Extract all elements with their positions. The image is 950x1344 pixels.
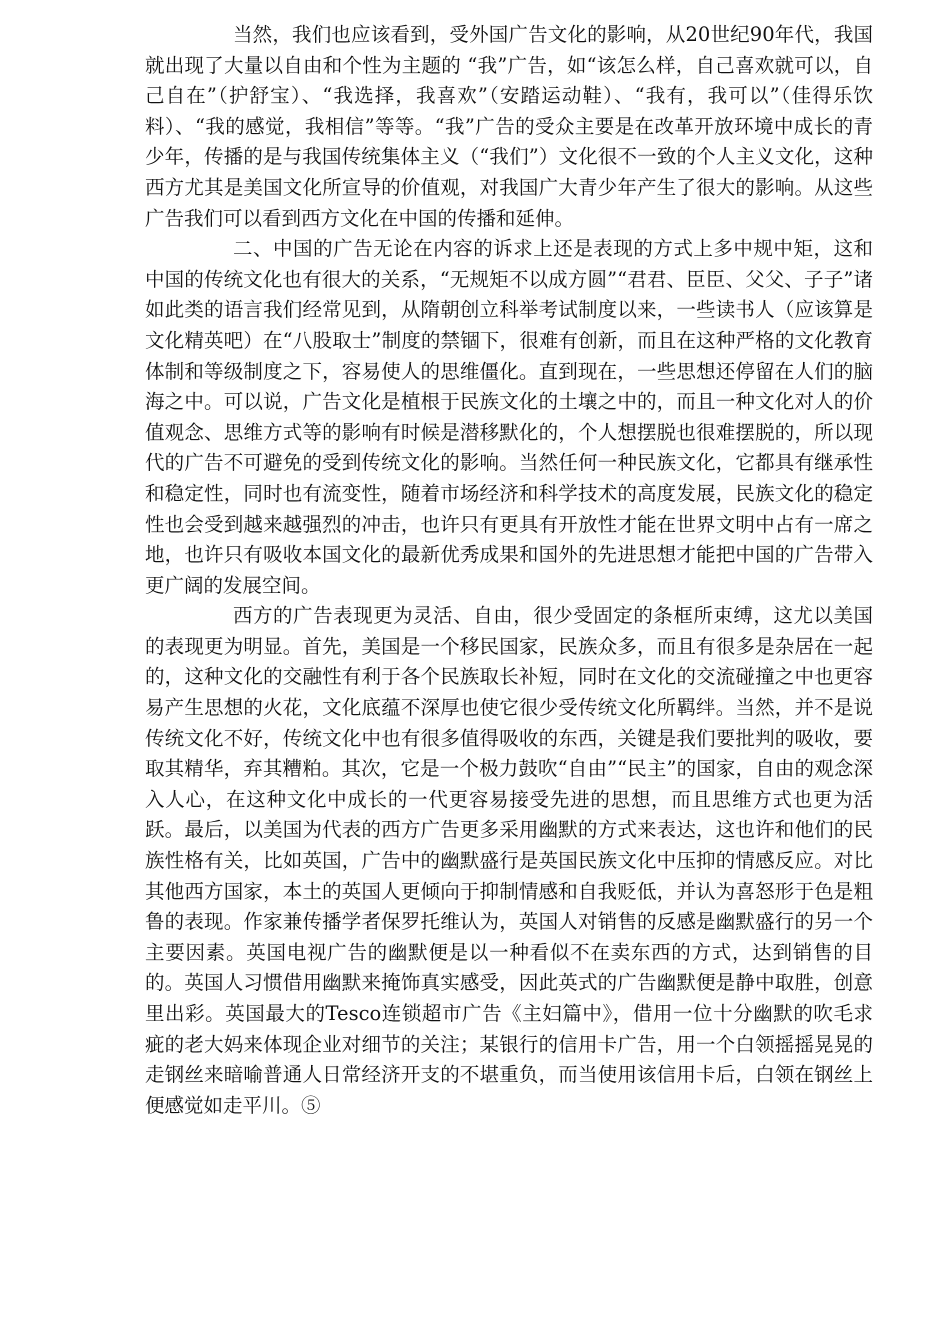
paragraph-western-advertising: 西方的广告表现更为灵活、自由，很少受固定的条框所束缚，这尤以美国的表现更为明显。首先，美国是一个移民国家，民族众多，而且有很多是杂居在一起的，这种文化的交融性有利于各个民族取长补短，同时在文化的交流碰撞之中也更容易产生思想的火花，文化底蕴不深厚也使它很少受传统文化所羁绊。当然，并不是说传统文化不好，传统文化中也有很多值得吸收的东西，关键是我们要批判的吸收，要取其精华，弃其糟粕。其次，它是一个极力鼓吹“自由”“民主”的国家，自由的观念深入人心，在这种文化中成长的一代更容易接受先进的思想，而且思维方式也更为活跃。最后，以美国为代表的西方广告更多采用幽默的方式来表达，这也许和他们的民族性格有关，比如英国，广告中的幽默盛行是英国民族文化中压抑的情感反应。对比其他西方国家，本土的英国人更倾向于抑制情感和自我贬低，并认为喜怒形于色是粗鲁的表现。作家兼传播学者保罗托维认为，英国人对销售的反感是幽默盛行的另一个主要因素。英国电视广告的幽默便是以一种看似不在卖东西的方式，达到销售的目的。英国人习惯借用幽默来掩饰真实感受，因此英式的广告幽默便是静中取胜，创意里出彩。英国最大的Tesco连锁超市广告《主妇篇中》，借用一位十分幽默的吹毛求疵的老大妈来体现企业对细节的关注；某银行的信用卡广告，用一个白领摇摇晃晃的走钢丝来暗喻普通人日常经济开支的不堪重负，而当使用该信用卡后，白领在钢丝上便感觉如走平川。⑤ xyxy=(145,604,873,1117)
document-body xyxy=(145,20,873,1121)
paragraph-chinese-tradition: 二、中国的广告无论在内容的诉求上还是表现的方式上多中规中矩，这和中国的传统文化也有很大的关系，“无规矩不以成方圆”“君君、臣臣、父父、子子”诸如此类的语言我们经常见到，从隋朝创立科举考试制度以来，一些读书人（应该算是文化精英吧）在“八股取士”制度的禁锢下，很难有创新，而且在这种严格的文化教育体制和等级制度之下，容易使人的思维僵化。直到现在，一些思想还停留在人们的脑海之中。可以说，广告文化是植根于民族文化的土壤之中的，而且一种文化对人的价值观念、思维方式等的影响有时候是潜移默化的，个人想摆脱也很难摆脱的，所以现代的广告不可避免的受到传统文化的影响。当然任何一种民族文化，它都具有继承性和稳定性，同时也有流变性，随着市场经济和科学技术的高度发展，民族文化的稳定性也会受到越来越强烈的冲击，也许只有更具有开放性才能在世界文明中占有一席之地，也许只有吸收本国文化的最新优秀成果和国外的先进思想才能把中国的广告带入更广阔的发展空间。 xyxy=(145,237,873,597)
paragraph-foreign-influence: 当然，我们也应该看到，受外国广告文化的影响，从20世纪90年代，我国就出现了大量以自由和个性为主题的 “我”广告，如“该怎么样，自己喜欢就可以，自己自在”（护舒宝）、“我选择，我喜欢”（安踏运动鞋）、“我有，我可以”（佳得乐饮料）、“我的感觉，我相信”等等。“我”广告的受众主要是在改革开放环境中成长的青少年，传播的是与我国传统集体主义（“我们”）文化很不一致的个人主义文化，这种西方尤其是美国文化所宣导的价值观，对我国广大青少年产生了很大的影响。从这些广告我们可以看到西方文化在中国的传播和延伸。 xyxy=(145,23,873,230)
